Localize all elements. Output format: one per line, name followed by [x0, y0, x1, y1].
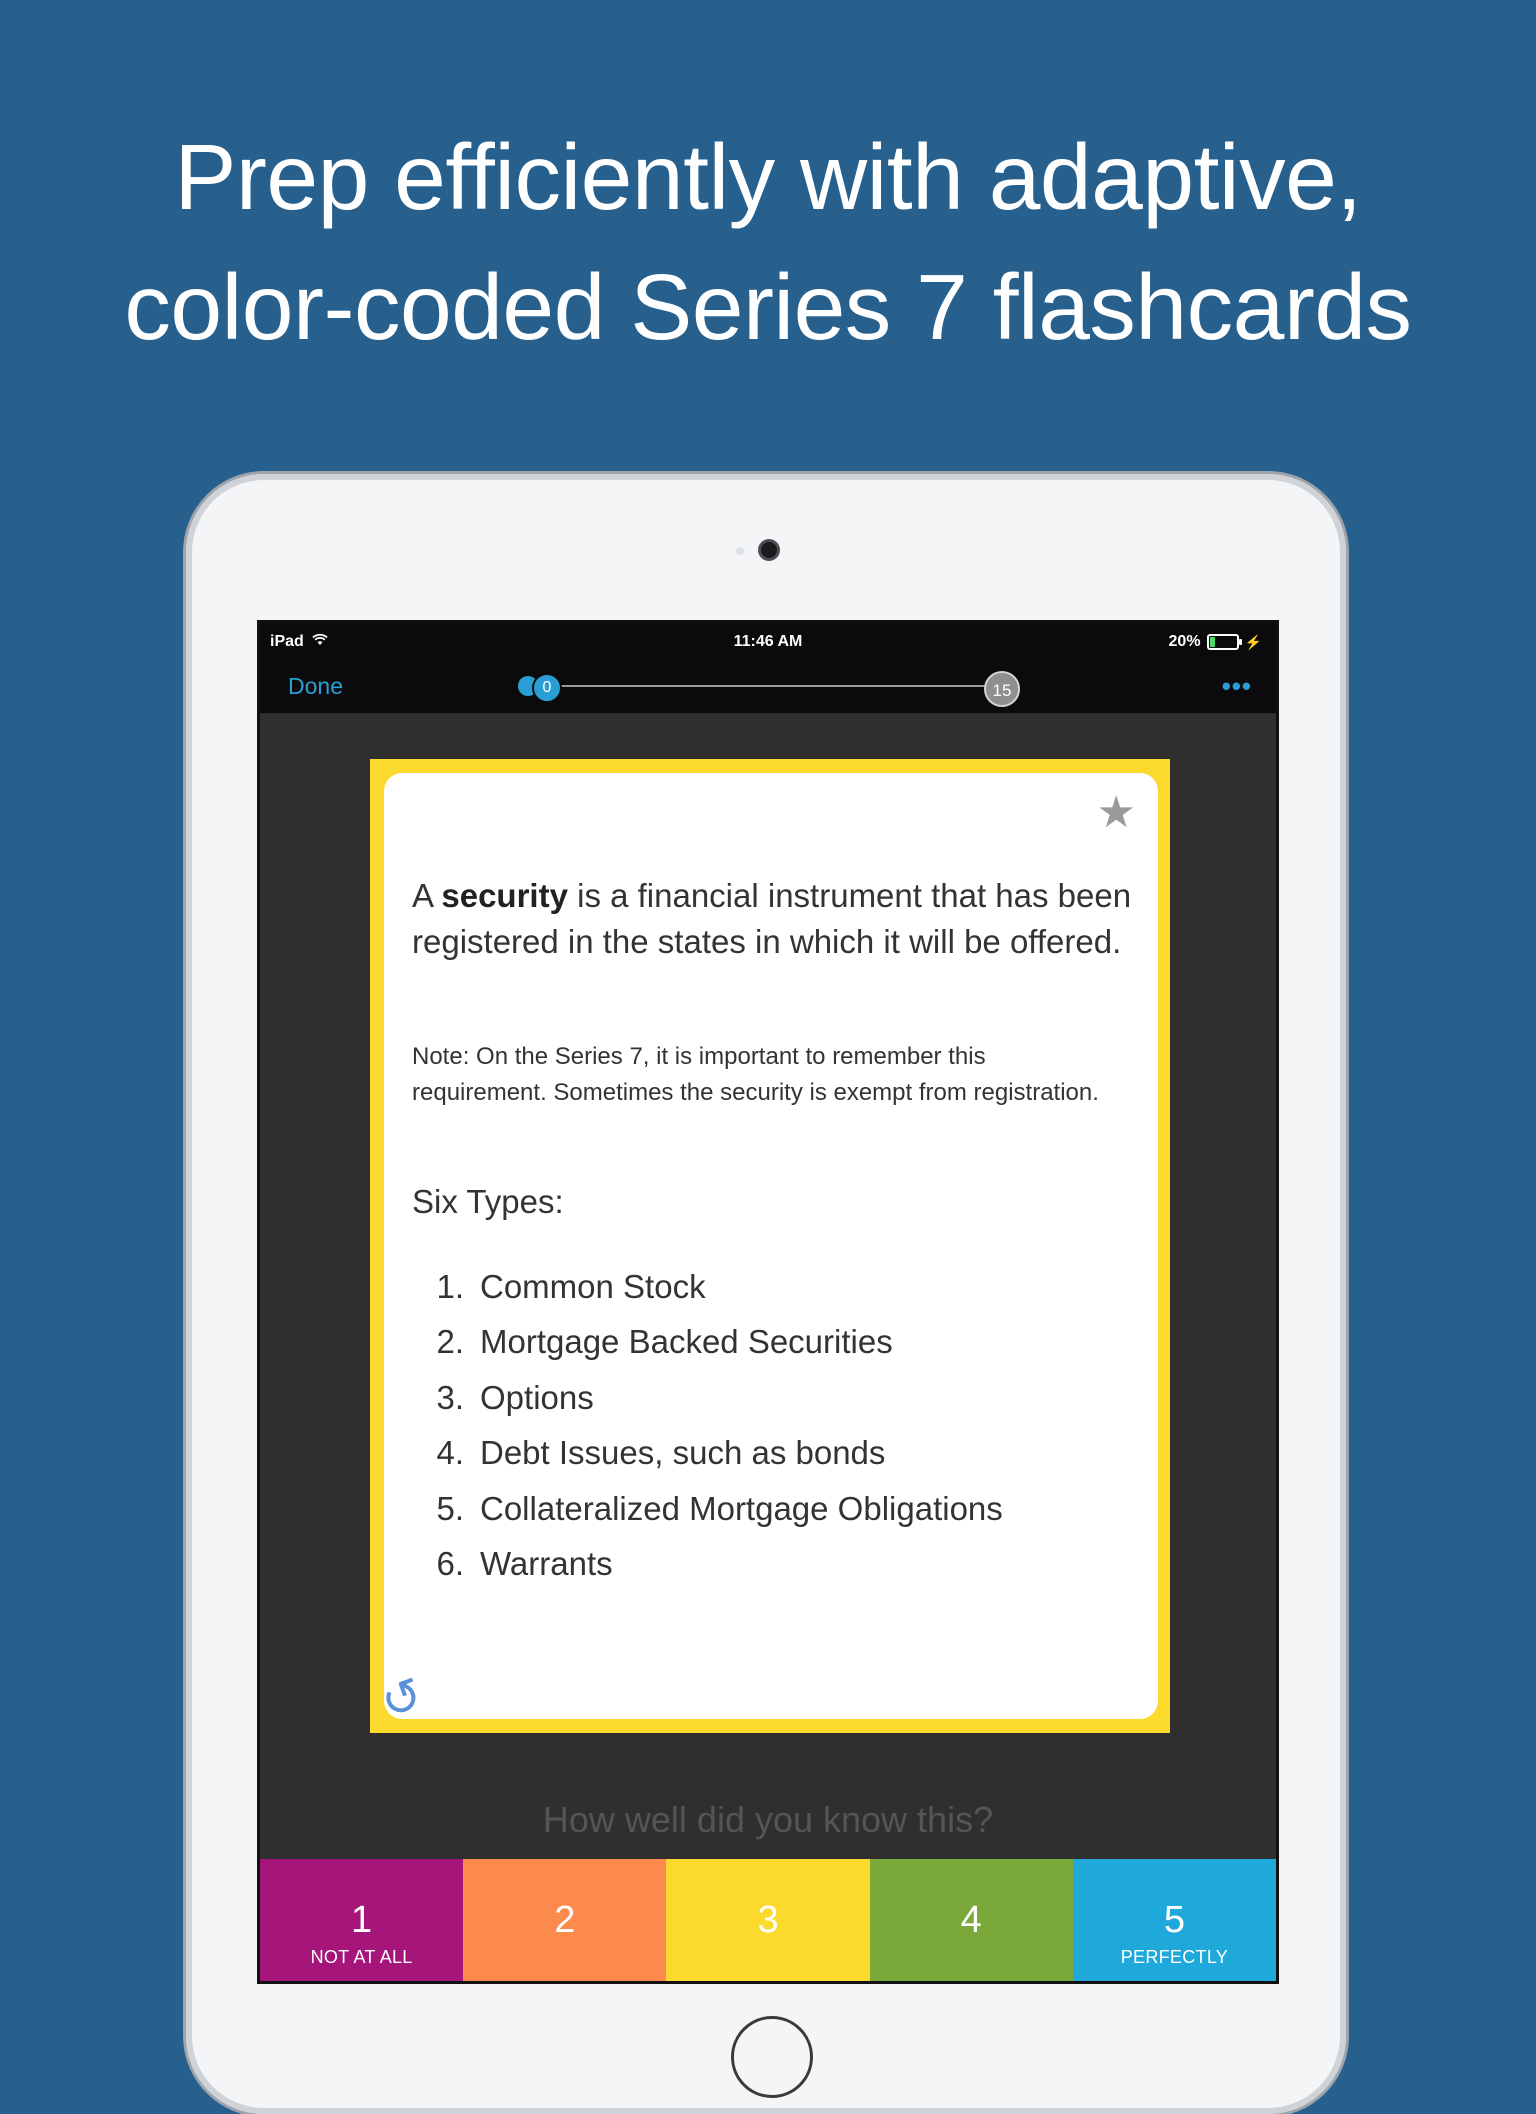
rating-number: 4	[960, 1899, 982, 1941]
list-item	[412, 1481, 1132, 1536]
flashcard-face[interactable]	[374, 773, 1158, 1732]
status-bar	[260, 623, 1276, 659]
list-item-number: 6.	[436, 1544, 464, 1582]
list-item	[412, 1370, 1132, 1425]
list-item-text: Options	[480, 1378, 594, 1416]
list-item-text: Common Stock	[480, 1268, 706, 1305]
rating-button-5[interactable]	[1073, 1859, 1276, 1983]
sensor-dot	[736, 547, 744, 555]
rating-button-2[interactable]	[463, 1859, 666, 1983]
done-button[interactable]: Done	[288, 673, 343, 699]
charging-bolt-icon: ⚡	[1244, 633, 1262, 650]
device-screen	[257, 620, 1279, 1984]
device-label: iPad	[270, 633, 304, 650]
list-item-text: Collateralized Mortgage Obligations	[480, 1489, 1003, 1527]
list-item-text: Debt Issues, such as bonds	[480, 1434, 886, 1472]
rating-bar	[260, 1859, 1276, 1983]
card-subhead: Six Types:	[412, 1183, 564, 1220]
nav-bar	[260, 659, 1276, 714]
list-item-number: 5.	[436, 1489, 464, 1527]
list-item	[412, 1314, 1132, 1369]
more-options-button[interactable]: •••	[1221, 671, 1252, 701]
rating-button-1[interactable]	[260, 1859, 463, 1983]
rating-caption: PERFECTLY	[1120, 1947, 1229, 1967]
rating-number: 2	[554, 1899, 576, 1941]
rating-prompt: How well did you know this?	[542, 1799, 994, 1840]
list-item-number: 2.	[436, 1323, 464, 1361]
card-list	[412, 1259, 1132, 1591]
card-note: Note: On the Series 7, it is important to remember this requirement. Sometimes the security is exempt from registration.	[412, 1043, 1099, 1106]
rating-button-3[interactable]	[666, 1859, 869, 1983]
list-item-text: Mortgage Backed Securities	[480, 1323, 893, 1361]
battery-fill	[1210, 637, 1215, 647]
list-item	[412, 1425, 1132, 1480]
progress-total-marker[interactable]: 15	[984, 671, 1020, 707]
rating-number: 1	[351, 1899, 373, 1941]
card-term: security	[441, 877, 568, 914]
marketing-headline	[0, 112, 1536, 372]
home-button[interactable]	[731, 2016, 813, 2098]
flashcard[interactable]	[370, 759, 1170, 1733]
list-item-number: 3.	[436, 1378, 464, 1416]
headline-line-1: Prep efficiently with adaptive,	[174, 125, 1362, 229]
card-main-text	[412, 873, 1132, 965]
headline-line-2: color-coded Series 7 flashcards	[124, 255, 1412, 359]
list-item-text: Warrants	[480, 1544, 613, 1582]
status-right	[1169, 633, 1262, 651]
battery-icon	[1207, 634, 1239, 650]
list-item	[412, 1259, 1132, 1314]
rating-button-4[interactable]	[870, 1859, 1073, 1983]
list-item-number: 1.	[436, 1268, 464, 1305]
card-main-suffix: is a financial instrument that has been registered in the states in which it will be offered.	[412, 877, 1132, 960]
card-main-prefix: A	[412, 877, 442, 914]
ipad-frame	[186, 474, 1346, 2114]
list-item	[412, 1536, 1132, 1591]
battery-percent: 20%	[1168, 633, 1201, 650]
rating-number: 3	[757, 1899, 779, 1941]
progress-track	[530, 685, 1004, 687]
list-item-number: 4.	[436, 1434, 464, 1472]
rating-number: 5	[1163, 1899, 1185, 1941]
flip-icon[interactable]: ↺	[374, 1667, 431, 1732]
star-icon[interactable]: ★	[1096, 788, 1136, 837]
rating-caption: NOT AT ALL	[310, 1947, 413, 1967]
camera-icon	[761, 542, 777, 558]
progress-current-marker[interactable]: 0	[532, 673, 562, 703]
status-time: 11:46 AM	[733, 633, 803, 650]
